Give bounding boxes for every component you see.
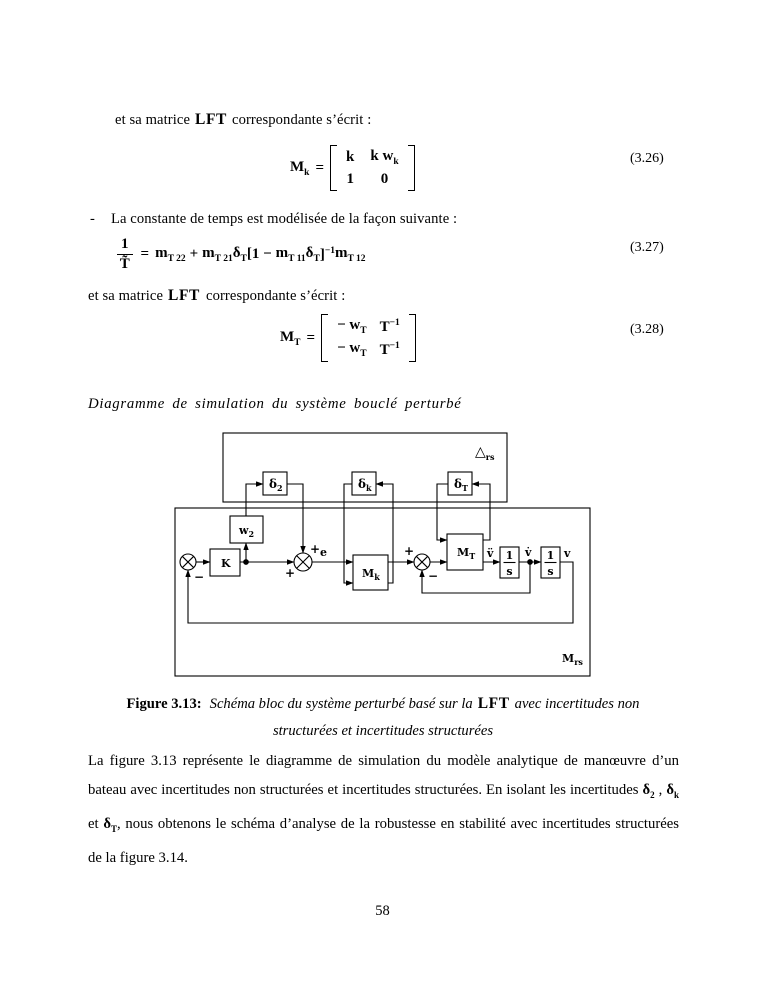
body-paragraph — [88, 747, 679, 873]
int2-denominator: s — [547, 565, 554, 578]
eq26-cell-11: k — [346, 149, 355, 165]
intro2-lft: LFT — [168, 287, 200, 304]
label-delta-k: $\delta_k$ — [358, 477, 372, 493]
sign-minus-j3-bottom: − — [428, 569, 439, 583]
eq28-lhs: $M_T$ — [280, 328, 301, 348]
eq26-matrix — [337, 145, 408, 191]
label-w2: $w_2$ — [239, 524, 255, 539]
bullet-text: La constante de temps est modélisée de la façon suivante : — [110, 211, 458, 227]
eq26-cell-22: 0 — [380, 171, 389, 187]
branch-dot-vdot — [528, 560, 533, 565]
sign-minus-j1-bottom: − — [194, 570, 205, 584]
line-delta2-to-j2 — [287, 484, 303, 553]
plant-box-m-rs — [175, 508, 590, 676]
intro-line-2 — [88, 287, 345, 305]
delta-2-symbol: $\delta_2$ — [642, 782, 655, 800]
summing-junction-3 — [414, 554, 430, 570]
branch-dot-k-output — [244, 560, 249, 565]
figure-caption-line-2 — [88, 723, 678, 740]
sign-plus-j3-left: + — [404, 544, 415, 558]
line-w2-to-delta2 — [246, 484, 263, 516]
int1-denominator: s — [506, 565, 513, 578]
eq27-m11: $m_{T 11}$ — [275, 245, 306, 265]
eq28-cell-21: − $w_T$ — [337, 340, 367, 359]
paragraph-et: et — [88, 815, 99, 832]
intro-line-1 — [115, 111, 371, 129]
eq26-number: (3.26) — [630, 151, 664, 166]
figure-caption-line-1 — [88, 695, 678, 713]
left-bracket — [330, 145, 337, 191]
sign-plus-j2-top: + — [310, 542, 321, 556]
right-bracket — [409, 314, 416, 362]
line-mk-to-deltak — [376, 484, 393, 583]
eq28-matrix — [328, 314, 409, 362]
left-bracket — [321, 314, 328, 362]
bullet-marker: - — [90, 211, 95, 227]
label-m-rs: $M_{rs}$ — [562, 652, 583, 667]
label-delta-2: $\delta_2$ — [269, 477, 283, 493]
eq27-open-bracket: [1 − — [246, 246, 272, 263]
caption-label: Figure 3.13: — [126, 696, 202, 712]
intro2-post: correspondante s’écrit : — [206, 288, 346, 304]
page-number: 58 — [375, 903, 390, 919]
line-deltaT-to-mt — [437, 484, 448, 540]
eq27-equals: = — [140, 246, 150, 263]
line-mt-to-deltaT — [472, 484, 490, 540]
eq28-number: (3.28) — [630, 322, 664, 337]
int1-numerator: 1 — [505, 549, 514, 562]
label-v-ddot: v̈ — [487, 547, 494, 560]
eq27-number: (3.27) — [630, 240, 664, 255]
eq27-m22: $m_{T 22}$ — [155, 245, 186, 265]
delta-T-symbol: $\delta_T$ — [103, 815, 117, 834]
paragraph-text-2: , nous obtenons le schéma d’analyse de la robustesse en stabilité avec incertitudes structurées de la figure 3.14. — [88, 815, 679, 866]
eq27-plus: + — [189, 246, 199, 263]
label-k: K — [221, 557, 231, 570]
label-mk: $M_k$ — [362, 567, 380, 582]
label-delta-T: $\delta_T$ — [454, 477, 468, 493]
eq28-cell-12: $T^{-1}$ — [379, 317, 400, 335]
section-heading: Diagramme de simulation du système bouclé perturbé — [88, 396, 462, 412]
label-v: v — [564, 547, 571, 560]
equation-3-28 — [280, 314, 416, 362]
sign-plus-j2-left: + — [285, 566, 296, 580]
label-v-dot: v̇ — [525, 546, 532, 559]
paragraph-text-1: La figure 3.13 représente le diagramme de simulation du modèle analytique de manœuvre d’un bateau avec incertitudes non structurées et incertitudes structurées. En isolant les incertitudes — [88, 753, 679, 798]
eq28-cell-22: $T^{-1}$ — [379, 340, 400, 358]
intro2-pre: et sa matrice — [88, 288, 164, 304]
eq27-m12: $m_{T 12}$ — [334, 245, 366, 265]
equation-3-27 — [117, 236, 366, 274]
eq28-cell-11: − $w_T$ — [337, 317, 367, 336]
eq26-cell-12: k $w_k$ — [370, 148, 399, 167]
eq28-equals: = — [306, 329, 316, 346]
eq27-fraction: $\frac{1}{T̃}$ — [117, 236, 133, 274]
paragraph-comma: , — [658, 782, 663, 798]
figure-3-13-diagram — [170, 428, 600, 683]
int2-numerator: 1 — [546, 549, 555, 562]
eq27-deltaT-1: $\delta_T$ — [232, 245, 247, 265]
eq26-cell-21: 1 — [346, 171, 354, 187]
label-delta-rs: $\triangle_{rs}$ — [475, 444, 495, 462]
line-deltak-to-mk — [344, 484, 353, 583]
label-mt: $M_T$ — [457, 546, 476, 561]
eq27-deltaT-2: $\delta_T$ — [305, 245, 320, 265]
eq27-m21: $m_{T 21}$ — [202, 245, 233, 265]
equation-3-26 — [290, 145, 415, 191]
summing-junction-1 — [180, 554, 196, 570]
intro1-lft: LFT — [195, 111, 227, 128]
bullet-line — [90, 211, 457, 228]
caption-part2: avec incertitudes non — [514, 696, 640, 712]
label-e: e — [320, 546, 327, 559]
eq27-close-bracket: ]$^{-1}$ — [319, 245, 335, 263]
intro1-pre: et sa matrice — [115, 112, 191, 128]
caption-line2: structurées et incertitudes structurées — [272, 723, 494, 739]
caption-lft: LFT — [477, 695, 510, 712]
eq26-equals: = — [315, 159, 325, 176]
delta-k-symbol: $\delta_k$ — [666, 782, 679, 800]
eq26-lhs: $M_k$ — [290, 158, 310, 178]
right-bracket — [408, 145, 415, 191]
intro1-post: correspondante s’écrit : — [232, 112, 372, 128]
caption-part1: Schéma bloc du système perturbé basé sur la — [209, 696, 473, 712]
